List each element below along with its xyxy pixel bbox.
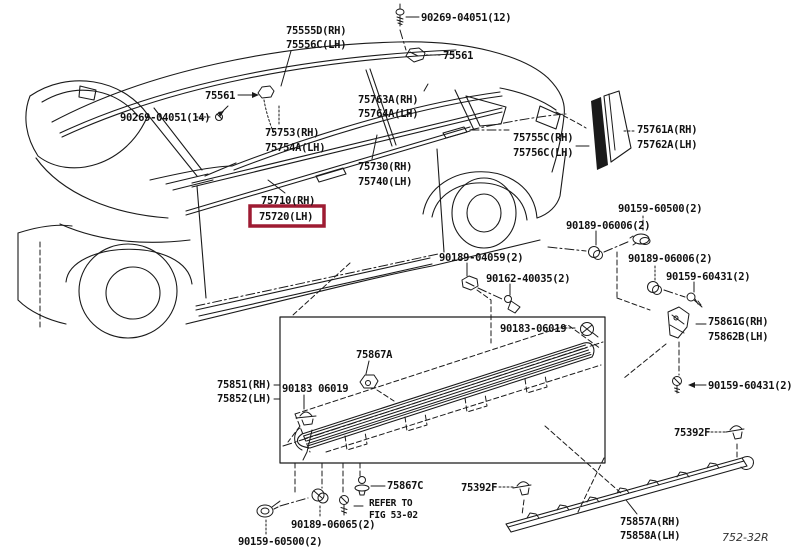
callout-windshield-clip[interactable]: 75561 xyxy=(205,90,236,102)
sill-clip-a-icon xyxy=(360,375,378,388)
callout-screw-b[interactable]: 90162-40035(2) xyxy=(486,273,571,285)
callout-lower-strip-rh[interactable]: 75857A(RH) xyxy=(620,516,681,528)
callout-pillar-applique-rh[interactable]: 75761A(RH) xyxy=(637,124,698,136)
refer-bolt-icon xyxy=(340,496,349,516)
callout-bolt-b[interactable]: 90159-60500(2) xyxy=(238,536,323,548)
refer-note-line1: REFER TO xyxy=(369,498,413,509)
callout-belt-moulding-rh[interactable]: 75730(RH) xyxy=(358,161,413,173)
callout-clip-b[interactable]: 90183-06019 xyxy=(500,323,567,335)
grommet-icon-b xyxy=(648,282,662,295)
callout-lower-strip-lh[interactable]: 75858A(LH) xyxy=(620,530,681,542)
callout-bracket-lh[interactable]: 75862B(LH) xyxy=(708,331,769,343)
callout-side-moulding-lh[interactable]: 75720(LH) xyxy=(259,211,314,223)
windshield-clip-icon xyxy=(258,86,274,98)
screw-icon-b xyxy=(505,296,521,314)
callout-roof-rail-rh[interactable]: 75555D(RH) xyxy=(286,25,347,37)
callout-sill-clip-b[interactable]: 90183 06019 xyxy=(282,383,349,395)
rocker-label-bracket xyxy=(274,385,280,399)
screw-icon-a xyxy=(687,293,702,307)
callout-pillar-applique-lh[interactable]: 75762A(LH) xyxy=(637,139,698,151)
bolt-icon-b xyxy=(257,501,280,517)
callout-screw-c[interactable]: 90159-60431(2) xyxy=(708,380,793,392)
callout-grommet-b[interactable]: 90189-06006(2) xyxy=(628,253,713,265)
callout-quarter-moulding-lh[interactable]: 75756C(LH) xyxy=(513,147,574,159)
grommet-icon-c xyxy=(312,489,328,503)
callout-sill-clip-a[interactable]: 75867A xyxy=(356,349,393,361)
screw-icon-c xyxy=(673,377,682,394)
callout-rocker-moulding-lh[interactable]: 75852(LH) xyxy=(217,393,272,405)
callout-strip-clip-b[interactable]: 75392F xyxy=(461,482,498,494)
refer-note-line2: FIG 53-02 xyxy=(369,510,418,521)
callout-belt-moulding-lh[interactable]: 75740(LH) xyxy=(358,176,413,188)
callout-grommet-a[interactable]: 90189-06006(2) xyxy=(566,220,651,232)
box-to-fastener-leaders xyxy=(295,426,622,512)
callout-clip-a[interactable]: 90189-04059(2) xyxy=(439,252,524,264)
callout-sill-rivet[interactable]: 75867C xyxy=(387,480,424,492)
callout-roof-drip-rh[interactable]: 75763A(RH) xyxy=(358,94,419,106)
strip-clip-b-icon xyxy=(513,482,531,495)
callout-quarter-moulding-rh[interactable]: 75755C(RH) xyxy=(513,132,574,144)
roof-clip-icon xyxy=(406,48,425,62)
callout-screw-a[interactable]: 90159-60431(2) xyxy=(666,271,751,283)
callout-bolt-a[interactable]: 90159-60500(2) xyxy=(618,203,703,215)
bracket-part xyxy=(668,307,689,338)
callout-windshield-screw[interactable]: 90269-04051(14) xyxy=(120,112,211,124)
figure-code: 752-32R xyxy=(722,531,769,544)
windshield-screw-icon xyxy=(216,114,223,121)
callout-side-moulding-rh[interactable]: 75710(RH) xyxy=(261,195,316,207)
callout-roof-clip[interactable]: 75561 xyxy=(443,50,474,62)
callout-grommet-c[interactable]: 90189-06065(2) xyxy=(291,519,376,531)
callout-roof-drip-lh[interactable]: 75764A(LH) xyxy=(358,108,419,120)
bolt-icon-a xyxy=(630,234,650,245)
strip-clip-a-icon xyxy=(726,426,744,439)
rivet-icon xyxy=(355,477,369,496)
callout-strip-clip-a[interactable]: 75392F xyxy=(674,427,711,439)
callout-roof-clip-screw[interactable]: 90269-04051(12) xyxy=(421,12,512,24)
callout-rocker-moulding-rh[interactable]: 75851(RH) xyxy=(217,379,272,391)
clip-icon-a xyxy=(462,276,478,290)
car-line-art xyxy=(18,42,566,338)
callout-bracket-rh[interactable]: 75861G(RH) xyxy=(708,316,769,328)
callout-windshield-moulding-rh[interactable]: 75753(RH) xyxy=(265,127,320,139)
clip-icon-b xyxy=(581,323,599,338)
grommet-icon-a xyxy=(589,247,603,260)
roof-screw-icon xyxy=(396,4,404,26)
callout-windshield-moulding-lh[interactable]: 75754A(LH) xyxy=(265,142,326,154)
callout-roof-rail-lh[interactable]: 75556C(LH) xyxy=(286,39,347,51)
